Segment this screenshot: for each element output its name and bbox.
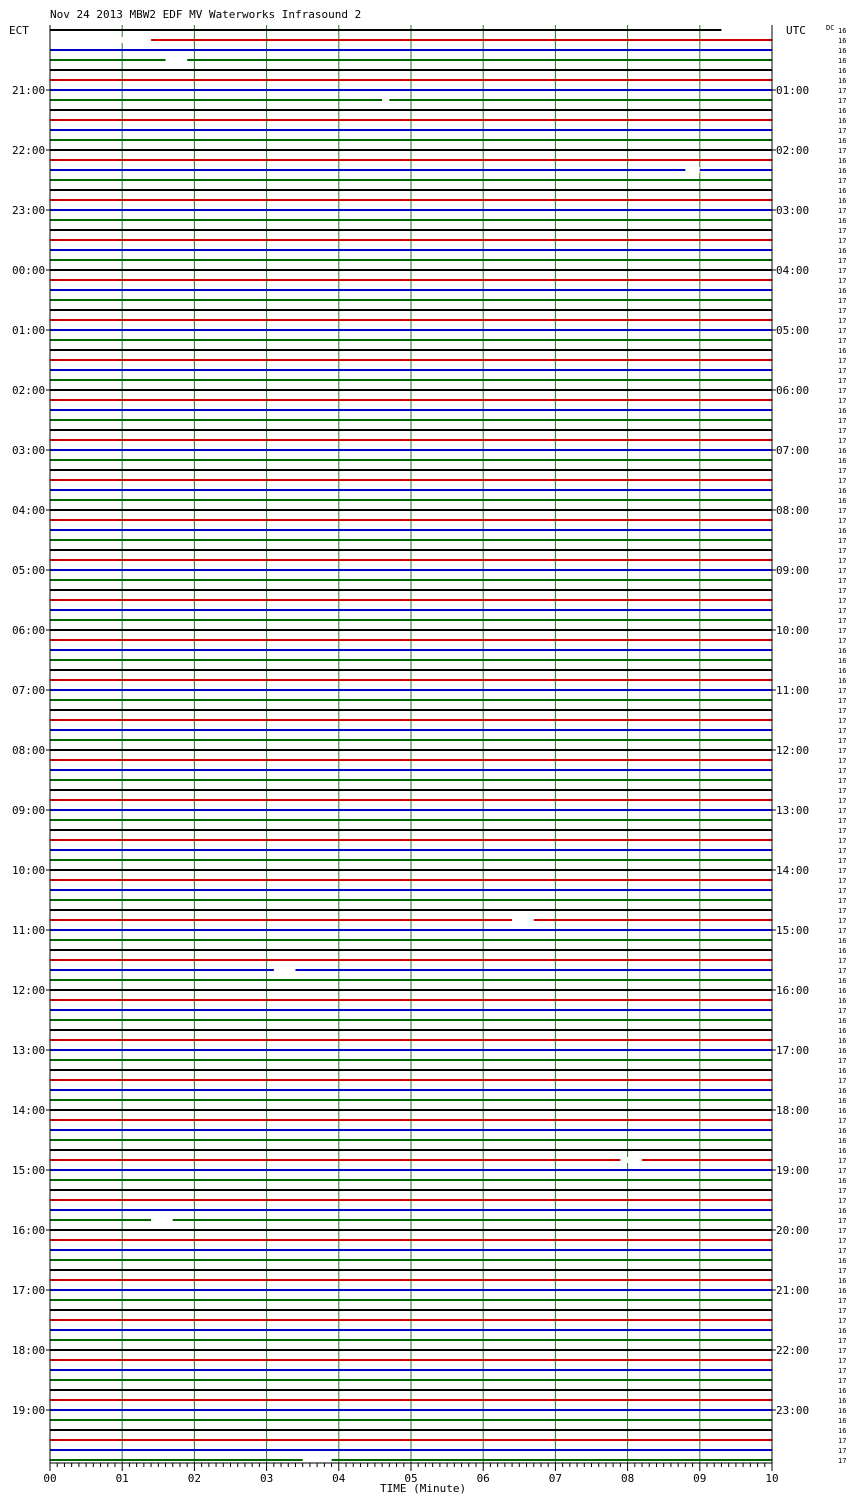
dc-value-137: 16 xyxy=(838,1397,847,1405)
data-gap-0 xyxy=(721,27,772,33)
dc-value-65: 16 xyxy=(838,677,847,685)
right-time-label-7: 08:00 xyxy=(776,504,810,517)
dc-value-92: 16 xyxy=(838,947,847,955)
left-time-label-4: 01:00 xyxy=(12,324,46,337)
dc-value-106: 16 xyxy=(838,1087,847,1095)
dc-value-112: 16 xyxy=(838,1147,847,1155)
dc-value-85: 17 xyxy=(838,877,847,885)
dc-value-20: 17 xyxy=(838,227,847,235)
left-time-label-7: 04:00 xyxy=(12,504,46,517)
dc-value-76: 17 xyxy=(838,787,847,795)
dc-value-80: 17 xyxy=(838,827,847,835)
dc-value-62: 16 xyxy=(838,647,847,655)
dc-value-7: 17 xyxy=(838,97,847,105)
dc-value-128: 17 xyxy=(838,1307,847,1315)
dc-value-78: 17 xyxy=(838,807,847,815)
x-tick-label-9: 09 xyxy=(693,1472,707,1485)
dc-value-141: 17 xyxy=(838,1437,847,1445)
dc-value-59: 17 xyxy=(838,617,847,625)
dc-value-6: 17 xyxy=(838,87,847,95)
x-tick-label-8: 08 xyxy=(620,1472,635,1485)
x-axis xyxy=(43,1463,778,1485)
right-time-label-20: 21:00 xyxy=(776,1284,810,1297)
dc-value-77: 17 xyxy=(838,797,847,805)
x-tick-label-7: 07 xyxy=(548,1472,563,1485)
dc-value-46: 16 xyxy=(838,487,847,495)
dc-value-108: 16 xyxy=(838,1107,847,1115)
dc-value-107: 16 xyxy=(838,1097,847,1105)
dc-value-82: 17 xyxy=(838,847,847,855)
dc-value-39: 17 xyxy=(838,417,847,425)
dc-value-123: 16 xyxy=(838,1257,847,1265)
dc-value-102: 16 xyxy=(838,1047,847,1055)
dc-value-136: 16 xyxy=(838,1387,847,1395)
dc-value-67: 17 xyxy=(838,697,847,705)
right-time-labels xyxy=(772,84,809,1417)
dc-value-48: 17 xyxy=(838,507,847,515)
dc-value-labels xyxy=(838,27,846,1465)
dc-value-32: 16 xyxy=(838,347,847,355)
left-time-label-22: 19:00 xyxy=(12,1404,46,1417)
dc-value-0: 16 xyxy=(838,27,847,35)
x-tick-label-5: 05 xyxy=(404,1472,418,1485)
left-time-label-1: 22:00 xyxy=(12,144,46,157)
dc-value-94: 17 xyxy=(838,967,847,975)
dc-value-13: 16 xyxy=(838,157,847,165)
dc-value-133: 17 xyxy=(838,1357,847,1365)
right-time-label-8: 09:00 xyxy=(776,564,810,577)
left-time-label-15: 12:00 xyxy=(12,984,46,997)
dc-value-60: 17 xyxy=(838,627,847,635)
dc-value-57: 17 xyxy=(838,597,847,605)
dc-value-104: 16 xyxy=(838,1067,847,1075)
left-time-label-20: 17:00 xyxy=(12,1284,46,1297)
dc-value-47: 16 xyxy=(838,497,847,505)
dc-value-19: 16 xyxy=(838,217,847,225)
right-time-label-11: 12:00 xyxy=(776,744,810,757)
right-time-label-1: 02:00 xyxy=(776,144,810,157)
x-tick-label-10: 10 xyxy=(765,1472,779,1485)
dc-value-25: 17 xyxy=(838,277,847,285)
right-time-label-18: 19:00 xyxy=(776,1164,810,1177)
dc-value-11: 16 xyxy=(838,137,847,145)
dc-value-132: 17 xyxy=(838,1347,847,1355)
dc-value-143: 17 xyxy=(838,1457,847,1465)
dc-value-110: 16 xyxy=(838,1127,847,1135)
dc-value-79: 17 xyxy=(838,817,847,825)
dc-value-44: 17 xyxy=(838,467,847,475)
dc-value-127: 17 xyxy=(838,1297,847,1305)
left-time-label-5: 02:00 xyxy=(12,384,46,397)
dc-value-36: 17 xyxy=(838,387,847,395)
right-time-label-0: 01:00 xyxy=(776,84,810,97)
right-time-label-22: 23:00 xyxy=(776,1404,810,1417)
dc-value-45: 17 xyxy=(838,477,847,485)
dc-value-131: 17 xyxy=(838,1337,847,1345)
dc-value-124: 17 xyxy=(838,1267,847,1275)
dc-value-100: 16 xyxy=(838,1027,847,1035)
dc-value-12: 17 xyxy=(838,147,847,155)
dc-value-86: 17 xyxy=(838,887,847,895)
dc-value-23: 17 xyxy=(838,257,847,265)
left-time-label-17: 14:00 xyxy=(12,1104,46,1117)
dc-value-8: 16 xyxy=(838,107,847,115)
dc-value-66: 17 xyxy=(838,687,847,695)
dc-value-116: 17 xyxy=(838,1187,847,1195)
dc-value-58: 17 xyxy=(838,607,847,615)
dc-value-118: 16 xyxy=(838,1207,847,1215)
dc-value-115: 16 xyxy=(838,1177,847,1185)
dc-value-130: 16 xyxy=(838,1327,847,1335)
dc-value-33: 17 xyxy=(838,357,847,365)
data-gap-6 xyxy=(274,967,296,973)
dc-value-72: 17 xyxy=(838,747,847,755)
right-time-label-14: 15:00 xyxy=(776,924,810,937)
chart-title: Nov 24 2013 MBW2 EDF MV Waterworks Infrasound 2 xyxy=(50,8,362,21)
dc-value-138: 16 xyxy=(838,1407,847,1415)
dc-value-93: 17 xyxy=(838,957,847,965)
dc-value-21: 17 xyxy=(838,237,847,245)
dc-value-71: 17 xyxy=(838,737,847,745)
right-time-label-12: 13:00 xyxy=(776,804,810,817)
right-time-label-21: 22:00 xyxy=(776,1344,810,1357)
dc-value-125: 16 xyxy=(838,1277,847,1285)
dc-value-3: 16 xyxy=(838,57,847,65)
dc-value-1: 16 xyxy=(838,37,847,45)
right-time-label-6: 07:00 xyxy=(776,444,810,457)
dc-value-37: 17 xyxy=(838,397,847,405)
dc-value-61: 17 xyxy=(838,637,847,645)
dc-value-56: 17 xyxy=(838,587,847,595)
dc-value-114: 17 xyxy=(838,1167,847,1175)
right-time-label-5: 06:00 xyxy=(776,384,810,397)
data-gap-9 xyxy=(303,1457,332,1463)
dc-value-129: 17 xyxy=(838,1317,847,1325)
right-time-label-17: 18:00 xyxy=(776,1104,810,1117)
dc-value-73: 17 xyxy=(838,757,847,765)
data-gap-2 xyxy=(166,57,188,63)
data-gap-4 xyxy=(685,167,699,173)
dc-value-14: 16 xyxy=(838,167,847,175)
left-axis-timezone-label: ECT xyxy=(9,24,29,37)
right-time-label-9: 10:00 xyxy=(776,624,810,637)
dc-value-18: 17 xyxy=(838,207,847,215)
right-time-label-3: 04:00 xyxy=(776,264,810,277)
dc-value-113: 17 xyxy=(838,1157,847,1165)
left-time-label-18: 15:00 xyxy=(12,1164,46,1177)
x-tick-label-1: 01 xyxy=(115,1472,129,1485)
dc-value-2: 16 xyxy=(838,47,847,55)
dc-value-83: 17 xyxy=(838,857,847,865)
x-tick-label-4: 04 xyxy=(332,1472,346,1485)
dc-value-53: 17 xyxy=(838,557,847,565)
dc-value-15: 17 xyxy=(838,177,847,185)
dc-value-88: 17 xyxy=(838,907,847,915)
right-time-label-10: 11:00 xyxy=(776,684,810,697)
left-time-label-9: 06:00 xyxy=(12,624,46,637)
dc-value-49: 17 xyxy=(838,517,847,525)
left-time-labels xyxy=(12,84,50,1417)
left-time-label-13: 10:00 xyxy=(12,864,46,877)
dc-value-51: 17 xyxy=(838,537,847,545)
dc-value-120: 17 xyxy=(838,1227,847,1235)
dc-value-139: 16 xyxy=(838,1417,847,1425)
dc-value-81: 17 xyxy=(838,837,847,845)
left-time-label-6: 03:00 xyxy=(12,444,46,457)
dc-value-111: 16 xyxy=(838,1137,847,1145)
dc-value-109: 17 xyxy=(838,1117,847,1125)
left-time-label-0: 21:00 xyxy=(12,84,46,97)
x-tick-label-3: 03 xyxy=(259,1472,274,1485)
x-tick-label-6: 06 xyxy=(476,1472,490,1485)
x-tick-label-2: 02 xyxy=(187,1472,202,1485)
dc-value-4: 16 xyxy=(838,67,847,75)
dc-value-103: 17 xyxy=(838,1057,847,1065)
dc-value-134: 17 xyxy=(838,1367,847,1375)
dc-value-10: 17 xyxy=(838,127,847,135)
dc-value-22: 16 xyxy=(838,247,847,255)
dc-value-52: 17 xyxy=(838,547,847,555)
dc-value-91: 16 xyxy=(838,937,847,945)
left-time-label-19: 16:00 xyxy=(12,1224,46,1237)
dc-value-43: 16 xyxy=(838,457,847,465)
dc-value-17: 16 xyxy=(838,197,847,205)
dc-value-105: 17 xyxy=(838,1077,847,1085)
dc-value-42: 16 xyxy=(838,447,847,455)
dc-value-41: 17 xyxy=(838,437,847,445)
dc-value-89: 17 xyxy=(838,917,847,925)
dc-value-68: 17 xyxy=(838,707,847,715)
right-time-label-15: 16:00 xyxy=(776,984,810,997)
left-time-label-12: 09:00 xyxy=(12,804,46,817)
dc-value-119: 17 xyxy=(838,1217,847,1225)
left-time-label-21: 18:00 xyxy=(12,1344,46,1357)
dc-value-97: 16 xyxy=(838,997,847,1005)
data-gap-3 xyxy=(382,97,389,103)
x-axis-label: TIME (Minute) xyxy=(380,1482,467,1495)
dc-value-121: 17 xyxy=(838,1237,847,1245)
left-time-label-3: 00:00 xyxy=(12,264,46,277)
x-tick-label-0: 00 xyxy=(43,1472,57,1485)
dc-value-40: 17 xyxy=(838,427,847,435)
dc-value-140: 16 xyxy=(838,1427,847,1435)
dc-value-126: 16 xyxy=(838,1287,847,1295)
dc-column-label: DC xyxy=(826,24,835,32)
dc-value-38: 16 xyxy=(838,407,847,415)
data-gap-7 xyxy=(620,1157,642,1163)
data-gap-5 xyxy=(512,917,534,923)
data-gap-8 xyxy=(151,1217,173,1223)
dc-value-55: 17 xyxy=(838,577,847,585)
right-time-label-2: 03:00 xyxy=(776,204,810,217)
dc-value-122: 17 xyxy=(838,1247,847,1255)
dc-value-135: 17 xyxy=(838,1377,847,1385)
left-time-label-16: 13:00 xyxy=(12,1044,46,1057)
dc-value-63: 16 xyxy=(838,657,847,665)
dc-value-90: 17 xyxy=(838,927,847,935)
left-time-label-2: 23:00 xyxy=(12,204,46,217)
dc-value-50: 16 xyxy=(838,527,847,535)
left-time-label-14: 11:00 xyxy=(12,924,46,937)
left-time-label-8: 05:00 xyxy=(12,564,46,577)
dc-value-5: 16 xyxy=(838,77,847,85)
right-time-label-13: 14:00 xyxy=(776,864,810,877)
dc-value-28: 17 xyxy=(838,307,847,315)
dc-value-98: 17 xyxy=(838,1007,847,1015)
dc-value-34: 17 xyxy=(838,367,847,375)
dc-value-24: 17 xyxy=(838,267,847,275)
dc-value-26: 16 xyxy=(838,287,847,295)
dc-value-54: 17 xyxy=(838,567,847,575)
dc-value-35: 17 xyxy=(838,377,847,385)
dc-value-75: 17 xyxy=(838,777,847,785)
right-axis-timezone-label: UTC xyxy=(786,24,806,37)
dc-value-87: 17 xyxy=(838,897,847,905)
dc-value-27: 17 xyxy=(838,297,847,305)
dc-value-74: 17 xyxy=(838,767,847,775)
dc-value-16: 16 xyxy=(838,187,847,195)
right-time-label-4: 05:00 xyxy=(776,324,810,337)
dc-value-84: 17 xyxy=(838,867,847,875)
dc-value-64: 16 xyxy=(838,667,847,675)
right-time-label-19: 20:00 xyxy=(776,1224,810,1237)
dc-value-70: 17 xyxy=(838,727,847,735)
dc-value-29: 17 xyxy=(838,317,847,325)
dc-value-9: 16 xyxy=(838,117,847,125)
right-time-label-16: 17:00 xyxy=(776,1044,810,1057)
dc-value-31: 17 xyxy=(838,337,847,345)
left-time-label-10: 07:00 xyxy=(12,684,46,697)
dc-value-117: 17 xyxy=(838,1197,847,1205)
dc-value-96: 16 xyxy=(838,987,847,995)
data-gap-1 xyxy=(50,37,151,43)
dc-value-30: 17 xyxy=(838,327,847,335)
dc-value-101: 16 xyxy=(838,1037,847,1045)
dc-value-99: 16 xyxy=(838,1017,847,1025)
left-time-label-11: 08:00 xyxy=(12,744,46,757)
dc-value-142: 17 xyxy=(838,1447,847,1455)
dc-value-69: 17 xyxy=(838,717,847,725)
dc-value-95: 16 xyxy=(838,977,847,985)
